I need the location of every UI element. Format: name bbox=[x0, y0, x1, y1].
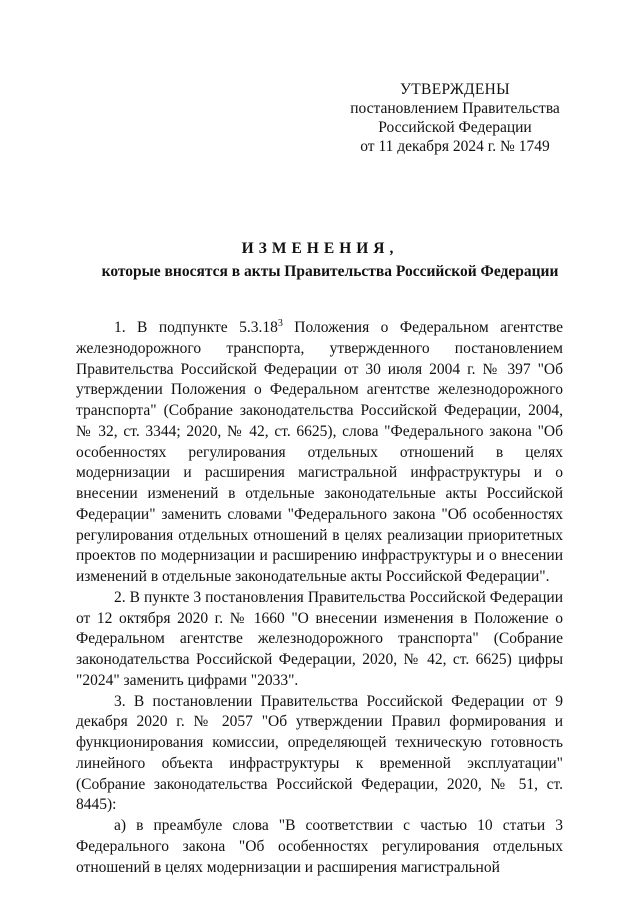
paragraph-2: 2. В пункте 3 постановления Правительства Российской Федерации от 12 октября 2020 г. № 1660 "О внесении изменения в Положение о Федеральном агентстве железнодорожного транспорта" (Собрание законодательства Российской Федерации, 2020, № 42, ст. 6625) цифры "2024" заменить цифрами "2033". bbox=[76, 588, 563, 689]
document-subtitle: которые вносятся в акты Правительства Российской Федерации bbox=[101, 263, 559, 280]
paragraph-1-rest: Положения о Федеральном агентстве железнодорожного транспорта, утвержденного постановлением Правительства Российской Федерации от 30 июля 2004 г. № 397 "Об утверждении Положения о Федеральном агентстве железнодорожного транспорта" (Собрание законодательства Российской Федерации, 2004, № 32, ст. 3344; 2020, № 42, ст. 6625), слова "Федерального закона "Об особенностях регулирования отдельных отношений в целях модернизации и расширения магистральной инфраструктуры и о внесении изменений в отдельные законодательные акты Российской Федерации" заменить словами "Федерального закона "Об особенностях регулирования отдельных отношений в целях реализации приоритетных проектов по модернизации и расширению инфраструктуры и о внесении изменений в отдельные законодательные акты Российской Федерации". bbox=[76, 319, 563, 585]
paragraph-1-start: 1. В подпункте 5.3.18 bbox=[114, 319, 278, 336]
approval-line: постановлением Правительства bbox=[350, 100, 560, 117]
paragraph-3: 3. В постановлении Правительства Российской Федерации от 9 декабря 2020 г. № 2057 "Об утверждении Правил формирования и функционирования комиссии, определяющей техническую готовность линейного объекта инфраструктуры к временной эксплуатации" (Собрание законодательства Российской Федерации, 2020, № 51, ст. 8445): bbox=[76, 692, 563, 814]
superscript: 3 bbox=[277, 317, 283, 329]
document-title: ИЗМЕНЕНИЯ, bbox=[241, 240, 399, 257]
document-body bbox=[76, 318, 563, 878]
approval-stamp: УТВЕРЖДЕНЫ bbox=[400, 81, 510, 98]
paragraph-3a: а) в преамбуле слова "В соответствии с частью 10 статьи 3 Федерального закона "Об особенностях регулирования отдельных отношений в целях модернизации и расширения магистральной bbox=[76, 817, 563, 876]
approval-date: от 11 декабря 2024 г. № 1749 bbox=[360, 138, 550, 155]
approval-line: Российской Федерации bbox=[378, 119, 532, 136]
approval-block bbox=[330, 80, 580, 156]
paragraph-1 bbox=[76, 318, 563, 588]
